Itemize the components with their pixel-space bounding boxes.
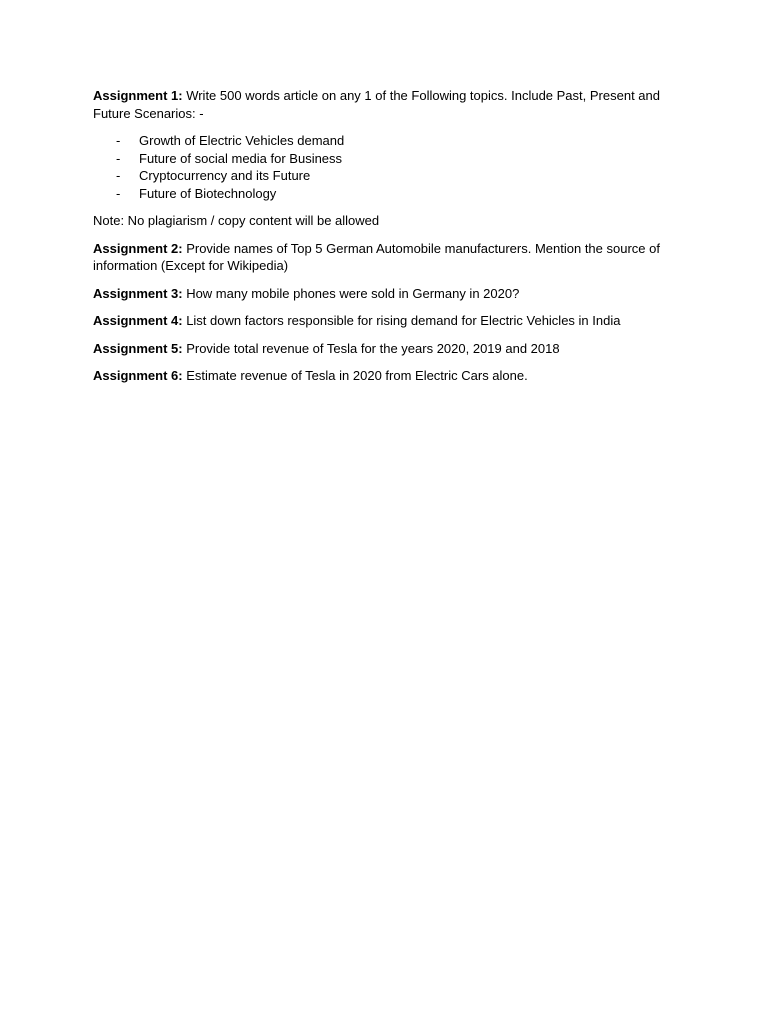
assignment-4	[93, 312, 673, 330]
topic-label: Future of Biotechnology	[139, 185, 277, 201]
assignment-3	[93, 285, 673, 303]
bullet-dash: -	[116, 133, 121, 148]
assignment-3-text: How many mobile phones were sold in Germany in 2020?	[182, 285, 520, 301]
assignment-2-text: Provide names of Top 5 German Automobile manufacturers. Mention the source of information (Except for Wikipedia)	[93, 240, 660, 273]
assignment-1-label: Assignment 1:	[93, 88, 183, 103]
list-item	[93, 132, 673, 150]
assignment-2-label: Assignment 2:	[93, 240, 183, 256]
assignment-2	[93, 240, 673, 275]
bullet-dash: -	[116, 185, 121, 201]
assignment-6	[93, 367, 673, 385]
assignment-6-label: Assignment 6:	[93, 368, 183, 383]
assignment-5-label: Assignment 5:	[93, 340, 183, 356]
document-page	[93, 87, 673, 395]
assignment-3-label: Assignment 3:	[93, 285, 183, 301]
assignment-1	[93, 87, 673, 122]
assignment-5	[93, 340, 673, 358]
topic-label: Cryptocurrency and its Future	[139, 168, 311, 183]
list-item	[93, 150, 673, 168]
topic-label: Growth of Electric Vehicles demand	[139, 133, 345, 148]
list-item	[93, 167, 673, 185]
bullet-dash: -	[116, 150, 121, 166]
assignment-4-text: List down factors responsible for rising demand for Electric Vehicles in India	[182, 313, 621, 328]
assignment-1-text: Write 500 words article on any 1 of the Following topics. Include Past, Present and Future Scenarios: -	[93, 88, 660, 121]
plagiarism-note: Note: No plagiarism / copy content will be allowed	[93, 213, 380, 228]
assignment-5-text: Provide total revenue of Tesla for the years 2020, 2019 and 2018	[182, 340, 560, 356]
assignment-4-label: Assignment 4:	[93, 313, 183, 328]
topic-label: Future of social media for Business	[139, 150, 343, 166]
list-item	[93, 185, 673, 203]
topic-list	[93, 132, 673, 202]
bullet-dash: -	[116, 168, 121, 183]
assignment-6-text: Estimate revenue of Tesla in 2020 from Electric Cars alone.	[182, 368, 528, 383]
